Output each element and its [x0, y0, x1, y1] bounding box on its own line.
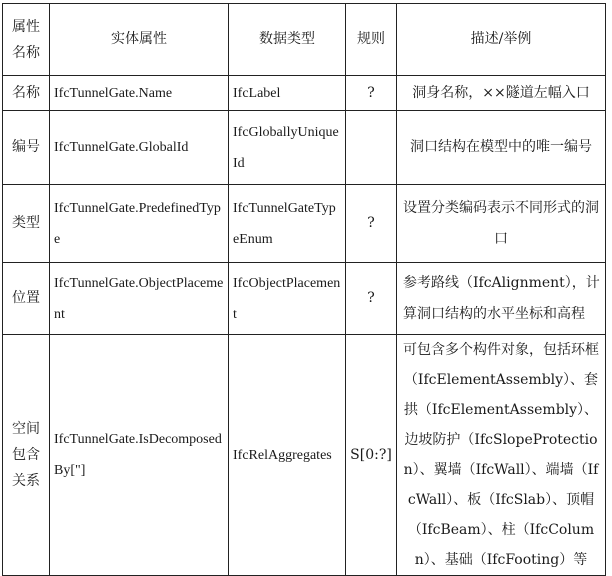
cell-attr-name: 类型	[3, 185, 50, 263]
cell-description: 设置分类编码表示不同形式的洞口	[397, 185, 606, 263]
cell-attr-name: 名称	[3, 76, 50, 111]
cell-rule: S[0:?]	[346, 335, 397, 576]
cell-attr-name: 编号	[3, 111, 50, 185]
cell-entity-attr: IfcTunnelGate.PredefinedType	[50, 185, 229, 263]
cell-attr-name: 空间包含关系	[3, 335, 50, 576]
cell-entity-attr: IfcTunnelGate.GlobalId	[50, 111, 229, 185]
cell-rule: ?	[346, 263, 397, 335]
cell-entity-attr: IfcTunnelGate.ObjectPlacement	[50, 263, 229, 335]
cell-description: 参考路线（IfcAlignment），计算洞口结构的水平坐标和高程	[397, 263, 606, 335]
table-header-row	[3, 4, 606, 76]
table-row	[3, 335, 606, 576]
cell-attr-name: 位置	[3, 263, 50, 335]
cell-data-type: IfcTunnelGateTypeEnum	[229, 185, 346, 263]
header-entity-attr: 实体属性	[50, 4, 229, 76]
table-row	[3, 76, 606, 111]
table-row	[3, 185, 606, 263]
cell-description: 可包含多个构件对象，包括环框（IfcElementAssembly）、套拱（IfcElementAssembly）、边坡防护（IfcSlopeProtection）、翼墙（IfcWall）、端墙（IfcWall）、板（IfcSlab）、顶帽（IfcBeam）、柱（IfcColumn）、基础（IfcFooting）等	[397, 335, 606, 576]
cell-data-type: IfcGloballyUniqueId	[229, 111, 346, 185]
cell-rule: ?	[346, 185, 397, 263]
cell-data-type: IfcObjectPlacement	[229, 263, 346, 335]
table-row	[3, 263, 606, 335]
cell-rule: ?	[346, 76, 397, 111]
cell-entity-attr: IfcTunnelGate.IsDecomposedBy["]	[50, 335, 229, 576]
cell-description: 洞口结构在模型中的唯一编号	[397, 111, 606, 185]
cell-rule	[346, 111, 397, 185]
cell-description: 洞身名称，××隧道左幅入口	[397, 76, 606, 111]
cell-data-type: IfcLabel	[229, 76, 346, 111]
table-row	[3, 111, 606, 185]
attribute-table	[2, 3, 606, 576]
header-data-type: 数据类型	[229, 4, 346, 76]
header-attr-name: 属性名称	[3, 4, 50, 76]
header-rule: 规则	[346, 4, 397, 76]
cell-data-type: IfcRelAggregates	[229, 335, 346, 576]
cell-entity-attr: IfcTunnelGate.Name	[50, 76, 229, 111]
header-description: 描述/举例	[397, 4, 606, 76]
